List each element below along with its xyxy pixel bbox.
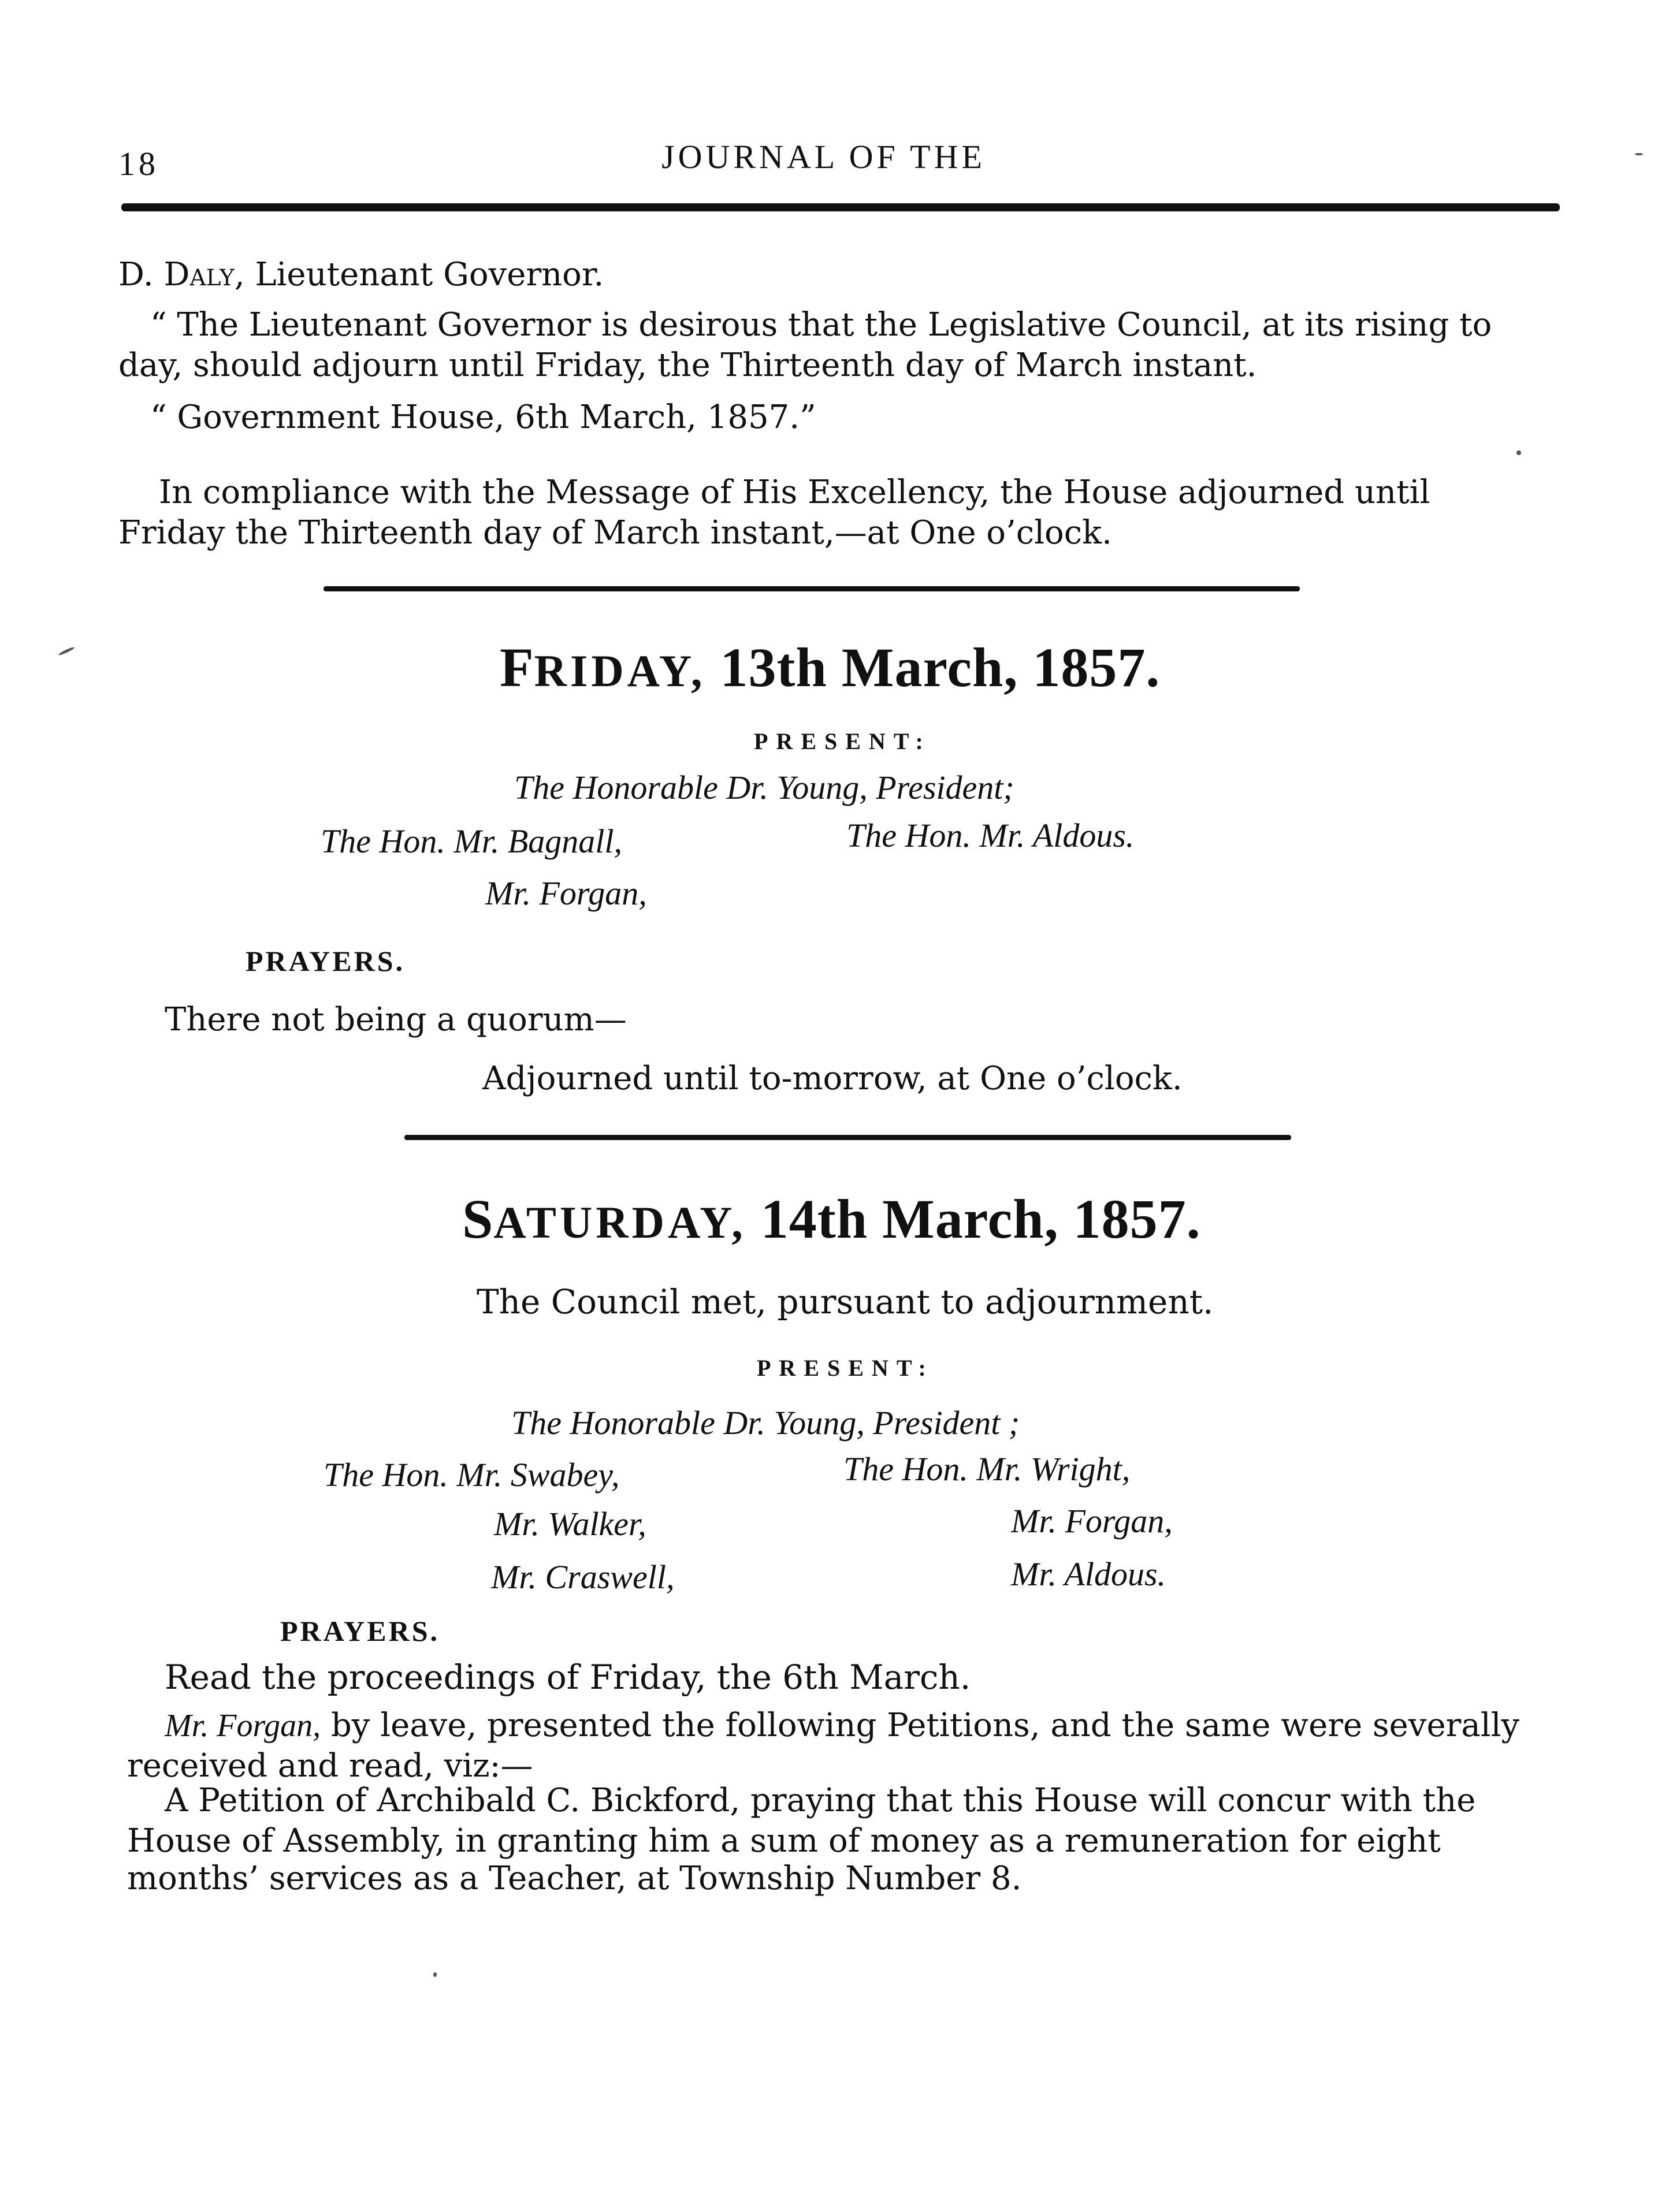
signature-line (118, 256, 604, 293)
signature-name: Daly (163, 256, 235, 293)
saturday-day-initial: S (462, 1188, 494, 1250)
read-proceedings-line: Read the proceedings of Friday, the 6th March. (165, 1658, 971, 1697)
scan-speck (1516, 450, 1521, 455)
friday-adjourned: Adjourned until to-morrow, at One o’clock. (482, 1060, 1183, 1097)
saturday-member: Mr. Forgan, (1011, 1502, 1173, 1540)
saturday-met-line: The Council met, pursuant to adjournment. (477, 1282, 1214, 1321)
friday-president: The Honorable Dr. Young, President; (514, 769, 1014, 806)
saturday-member: Mr. Aldous. (1011, 1555, 1166, 1593)
friday-day-rest: RIDAY, (534, 646, 706, 696)
page-number: 18 (118, 145, 159, 183)
signature-initial: D. (118, 256, 164, 293)
forgan-rest: by leave, presented the following Petitions, and the same were severally (321, 1707, 1520, 1744)
section-divider (404, 1135, 1291, 1140)
running-header-title: JOURNAL OF THE (661, 138, 986, 176)
saturday-date: 14th March, 1857. (746, 1188, 1201, 1250)
section-divider (324, 586, 1300, 591)
friday-present-label: PRESENT: (754, 728, 931, 754)
saturday-heading (462, 1187, 1201, 1251)
forgan-name: Mr. Forgan, (165, 1708, 321, 1744)
friday-member: The Hon. Mr. Aldous. (846, 817, 1135, 854)
saturday-member: Mr. Walker, (494, 1505, 646, 1543)
scan-speck (433, 1972, 437, 1977)
petition-line: House of Assembly, in granting him a sum of money as a remuneration for eight (127, 1822, 1441, 1860)
scan-speck (58, 646, 75, 656)
friday-heading (500, 635, 1160, 699)
saturday-member: The Hon. Mr. Swabey, (324, 1456, 620, 1494)
petition-line: A Petition of Archibald C. Bickford, praying that this House will concur with the (165, 1782, 1476, 1819)
scan-speck (1635, 153, 1643, 155)
friday-member: The Hon. Mr. Bagnall, (321, 822, 622, 860)
friday-prayers: PRAYERS. (246, 945, 406, 977)
friday-quorum: There not being a quorum— (165, 1001, 627, 1038)
forgan-petitions-line (165, 1707, 1520, 1744)
friday-day-initial: F (500, 636, 534, 698)
saturday-member: The Hon. Mr. Wright, (843, 1450, 1131, 1488)
signature-rest: , Lieutenant Governor. (234, 256, 604, 293)
saturday-president: The Honorable Dr. Young, President ; (511, 1404, 1020, 1442)
header-rule (121, 203, 1560, 211)
received-line: received and read, viz:— (127, 1747, 533, 1785)
compliance-line: Friday the Thirteenth day of March instant,—at One o’clock. (118, 514, 1112, 552)
saturday-day-rest: ATURDAY, (493, 1197, 746, 1247)
friday-date: 13th March, 1857. (705, 636, 1161, 698)
message-line: day, should adjourn until Friday, the Thirteenth day of March instant. (118, 347, 1257, 384)
message-line: “ The Lieutenant Governor is desirous that the Legislative Council, at its rising to (150, 306, 1492, 344)
compliance-line: In compliance with the Message of His Excellency, the House adjourned until (159, 474, 1430, 511)
saturday-member: Mr. Craswell, (491, 1558, 675, 1596)
petition-line: months’ services as a Teacher, at Township Number 8. (127, 1860, 1022, 1897)
saturday-prayers: PRAYERS. (280, 1615, 440, 1647)
friday-member: Mr. Forgan, (485, 874, 647, 912)
message-date-line: “ Government House, 6th March, 1857.” (150, 399, 816, 436)
saturday-present-label: PRESENT: (757, 1355, 934, 1381)
